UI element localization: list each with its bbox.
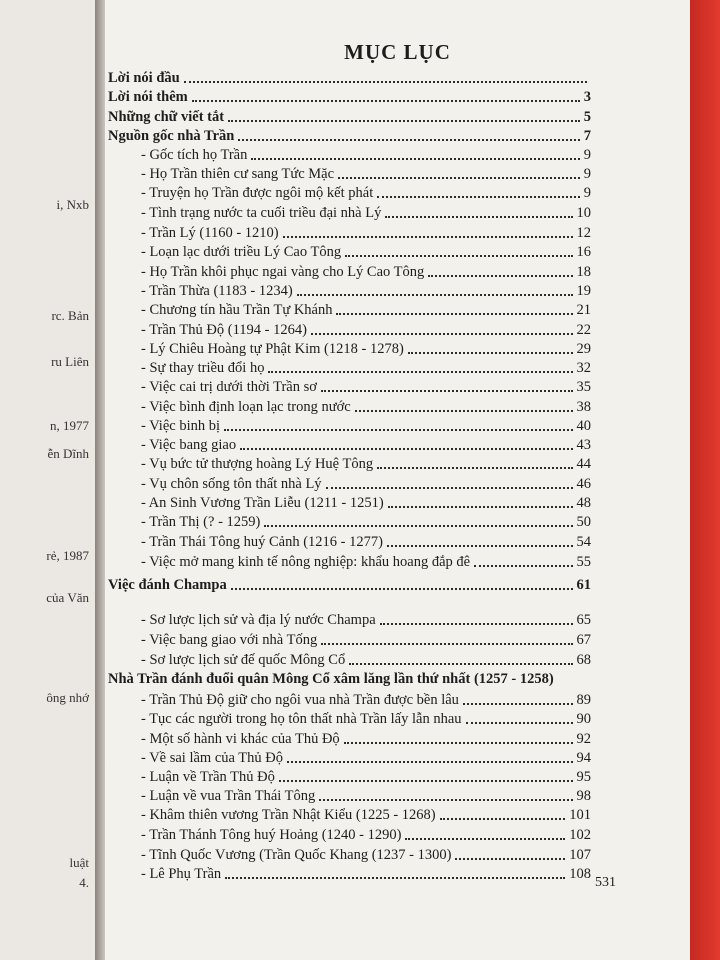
- dot-leader: [344, 742, 573, 744]
- dot-leader: [283, 236, 573, 238]
- toc-entry[interactable]: [141, 377, 591, 396]
- toc-entry-label: - Việc bang giao: [141, 437, 237, 453]
- toc-entry[interactable]: [141, 864, 591, 883]
- toc-entry[interactable]: [141, 183, 591, 202]
- toc-entry-label: - Họ Trần thiên cư sang Tức Mặc: [141, 166, 335, 182]
- toc-entry-label: - Việc cai trị dưới thời Trần sơ: [141, 379, 317, 395]
- dot-leader: [192, 100, 580, 102]
- toc-entry-label: Việc đánh Champa: [108, 577, 227, 593]
- toc-entry-label: - Trần Thủ Độ (1194 - 1264): [141, 322, 307, 338]
- toc-entry-label: - Truyện họ Trần được ngôi mộ kết phát: [141, 185, 374, 201]
- toc-entry-label: Nhà Trần đánh đuổi quân Mông Cổ xâm lăng lần thứ nhất (1257 - 1258): [108, 671, 554, 687]
- toc-entry-page: 98: [576, 788, 591, 804]
- toc-entry-label: - Việc bình định loạn lạc trong nước: [141, 399, 351, 415]
- toc-entry-label: Nguồn gốc nhà Trần: [108, 128, 235, 144]
- toc-entry-label: - Sơ lược lịch sử và địa lý nước Champa: [141, 612, 376, 628]
- toc-entry-page: 65: [576, 612, 591, 628]
- toc-entry[interactable]: [141, 145, 591, 164]
- toc-entry-label: - Trần Thủ Độ giữ cho ngôi vua nhà Trần được bền lâu: [141, 692, 459, 708]
- toc-entry-page: 43: [576, 437, 591, 453]
- toc-entry-label: Lời nói đầu: [108, 70, 180, 86]
- toc-entry-page: 9: [583, 147, 591, 163]
- left-page-fragment: của Văn: [46, 590, 89, 605]
- dot-leader: [238, 139, 579, 141]
- left-page-fragment: rc. Bản: [51, 308, 89, 323]
- dot-leader: [377, 196, 580, 198]
- toc-entry-page: 101: [569, 807, 591, 823]
- toc-entry-label: - An Sinh Vương Trần Liễu (1211 - 1251): [141, 495, 384, 511]
- toc-entry-label: - Trần Thừa (1183 - 1234): [141, 283, 293, 299]
- dot-leader: [440, 818, 566, 820]
- toc-entry[interactable]: [141, 610, 591, 629]
- dot-leader: [377, 467, 572, 469]
- toc-entry-label: - Trần Thị (? - 1259): [141, 514, 261, 530]
- toc-entry-page: 32: [576, 360, 591, 376]
- toc-entry-page: 54: [576, 534, 591, 550]
- toc-entry-label: - Trần Thái Tông huý Cảnh (1216 - 1277): [141, 534, 383, 550]
- toc-entry[interactable]: [108, 87, 591, 106]
- toc-entry-page: 22: [576, 322, 591, 338]
- dot-leader: [279, 780, 573, 782]
- toc-entry-page: 29: [576, 341, 591, 357]
- dot-leader: [385, 216, 572, 218]
- dot-leader: [326, 487, 573, 489]
- toc-entry-label: - Tĩnh Quốc Vương (Trần Quốc Khang (1237 - 1300): [141, 847, 452, 863]
- toc-entry-page: 3: [583, 89, 591, 105]
- left-page-fragment: rẻ, 1987: [46, 548, 89, 563]
- toc-entry-label: - Trần Thánh Tông huý Hoảng (1240 - 1290): [141, 827, 402, 843]
- toc-entry-page: 38: [576, 399, 591, 415]
- toc-entry[interactable]: [141, 281, 591, 300]
- left-page-fragment: luật: [69, 855, 89, 870]
- toc-entry[interactable]: [108, 575, 591, 594]
- toc-entry-page: 92: [576, 731, 591, 747]
- toc-entry-page: 44: [576, 456, 591, 472]
- toc-entry[interactable]: [108, 126, 591, 145]
- toc-entry[interactable]: [108, 669, 591, 688]
- toc-entry[interactable]: [141, 164, 591, 183]
- toc-entry[interactable]: [141, 748, 591, 767]
- toc-entry[interactable]: [141, 729, 591, 748]
- toc-entry[interactable]: [141, 203, 591, 222]
- dot-leader: [321, 643, 572, 645]
- toc-entry[interactable]: [141, 552, 591, 571]
- dot-leader: [408, 352, 573, 354]
- toc-entry[interactable]: [141, 358, 591, 377]
- page-number: 531: [595, 875, 616, 890]
- toc-entry-label: Những chữ viết tắt: [108, 109, 225, 125]
- toc-entry[interactable]: [141, 320, 591, 339]
- dot-leader: [336, 313, 572, 315]
- dot-leader: [297, 294, 573, 296]
- toc-entry-label: - Chương tín hầu Trần Tự Khánh: [141, 302, 333, 318]
- toc-entry-label: - Sơ lược lịch sử đế quốc Mông Cổ: [141, 652, 346, 668]
- toc-entry-page: 12: [576, 225, 591, 241]
- toc-entry-page: 35: [576, 379, 591, 395]
- toc-entry[interactable]: [141, 397, 591, 416]
- dot-leader: [231, 588, 573, 590]
- toc-entry[interactable]: [141, 493, 591, 512]
- left-page-fragment: i, Nxb: [56, 197, 89, 212]
- toc-entry-page: 50: [576, 514, 591, 530]
- dot-leader: [428, 275, 572, 277]
- toc-entry-page: 5: [583, 109, 591, 125]
- dot-leader: [355, 410, 573, 412]
- left-page: [0, 0, 96, 960]
- dot-leader: [405, 838, 565, 840]
- toc-entry[interactable]: [141, 339, 591, 358]
- toc-entry[interactable]: [141, 825, 591, 844]
- toc-entry[interactable]: [108, 107, 591, 126]
- dot-leader: [251, 158, 579, 160]
- toc-entry-page: 9: [583, 166, 591, 182]
- toc-entry-label: - Về sai lầm của Thủ Độ: [141, 750, 284, 766]
- toc-entry[interactable]: [108, 68, 591, 87]
- toc-entry-page: 107: [569, 847, 591, 863]
- toc-entry-label: - Vụ bức tử thượng hoàng Lý Huệ Tông: [141, 456, 374, 472]
- toc-entry-page: 95: [576, 769, 591, 785]
- dot-leader: [228, 120, 580, 122]
- toc-entry[interactable]: [141, 709, 591, 728]
- toc-entry[interactable]: [141, 512, 591, 531]
- toc-entry[interactable]: [141, 242, 591, 261]
- toc-entry-label: - Luận về vua Trần Thái Tông: [141, 788, 316, 804]
- left-page-fragment: ru Liên: [51, 354, 89, 369]
- toc-entry[interactable]: [141, 650, 591, 669]
- dot-leader: [466, 722, 573, 724]
- left-page-fragment: n, 1977: [50, 418, 89, 433]
- dot-leader: [184, 81, 587, 83]
- toc-entry[interactable]: [141, 262, 591, 281]
- toc-entry-label: - Lê Phụ Trần: [141, 866, 222, 882]
- toc-entry-page: 48: [576, 495, 591, 511]
- dot-leader: [474, 565, 572, 567]
- dot-leader: [268, 371, 572, 373]
- left-page-fragment: ễn Dĩnh: [47, 446, 89, 461]
- toc-entry-label: - Khâm thiên vương Trần Nhật Kiểu (1225 - 1268): [141, 807, 436, 823]
- dot-leader: [338, 177, 580, 179]
- toc-entry-label: - Việc mở mang kinh tế nông nghiệp: khẩu hoang đắp đê: [141, 554, 471, 570]
- toc-title: MỤC LỤC: [344, 40, 451, 64]
- toc-entry-page: 40: [576, 418, 591, 434]
- dot-leader: [321, 390, 573, 392]
- toc-entry-page: 18: [576, 264, 591, 280]
- toc-entry-page: 21: [576, 302, 591, 318]
- toc-entry[interactable]: [141, 416, 591, 435]
- toc-entry-page: 10: [576, 205, 591, 221]
- toc-entry-label: - Tình trạng nước ta cuối triều đại nhà Lý: [141, 205, 382, 221]
- toc-entry-label: - Vụ chôn sống tôn thất nhà Lý: [141, 476, 322, 492]
- toc-entry[interactable]: [141, 630, 591, 649]
- toc-entry[interactable]: [141, 786, 591, 805]
- toc-entry[interactable]: [141, 435, 591, 454]
- toc-entry-label: - Việc bang giao với nhà Tống: [141, 632, 318, 648]
- dot-leader: [224, 429, 573, 431]
- dot-leader: [319, 799, 572, 801]
- toc-entry-label: Lời nói thêm: [108, 89, 188, 105]
- dot-leader: [345, 255, 572, 257]
- left-page-fragment: 4.: [79, 875, 89, 890]
- toc-entry-label: - Trần Lý (1160 - 1210): [141, 225, 279, 241]
- toc-entry-page: 16: [576, 244, 591, 260]
- toc-entry-label: - Luận về Trần Thủ Độ: [141, 769, 275, 785]
- toc-entry-page: 108: [569, 866, 591, 882]
- dot-leader: [349, 663, 572, 665]
- toc-entry-label: - Tục các người trong họ tôn thất nhà Trần lấy lẫn nhau: [141, 711, 462, 727]
- toc-entry-label: - Một số hành vi khác của Thủ Độ: [141, 731, 340, 747]
- toc-entry[interactable]: [141, 805, 591, 824]
- toc-entry-label: - Sự thay triều đổi họ: [141, 360, 265, 376]
- toc-entry[interactable]: [141, 532, 591, 551]
- toc-entry-page: 89: [576, 692, 591, 708]
- red-cover-edge: [686, 0, 720, 960]
- toc-entry-page: 90: [576, 711, 591, 727]
- toc-entry[interactable]: [141, 845, 591, 864]
- toc-entry[interactable]: [141, 223, 591, 242]
- toc-entry[interactable]: [141, 767, 591, 786]
- toc-entry-label: - Loạn lạc dưới triều Lý Cao Tông: [141, 244, 342, 260]
- toc-entry-page: 68: [576, 652, 591, 668]
- toc-page: [105, 0, 690, 960]
- toc-entry[interactable]: [141, 474, 591, 493]
- toc-entry-label: - Lý Chiêu Hoàng tự Phật Kim (1218 - 1278): [141, 341, 404, 357]
- left-page-fragment: ông nhớ: [46, 690, 89, 705]
- dot-leader: [463, 703, 573, 705]
- toc-entry[interactable]: [141, 690, 591, 709]
- toc-entry-page: 55: [576, 554, 591, 570]
- toc-entry[interactable]: [141, 300, 591, 319]
- toc-entry-label: - Gốc tích họ Trần: [141, 147, 248, 163]
- toc-entry-page: 7: [583, 128, 591, 144]
- toc-entry-page: 9: [583, 185, 591, 201]
- toc-entry-page: 46: [576, 476, 591, 492]
- dot-leader: [240, 448, 572, 450]
- dot-leader: [388, 506, 573, 508]
- toc-entry-page: 67: [576, 632, 591, 648]
- toc-entry-label: - Việc binh bị: [141, 418, 220, 434]
- dot-leader: [264, 525, 572, 527]
- toc-entry-label: - Họ Trần khôi phục ngai vàng cho Lý Cao Tông: [141, 264, 425, 280]
- dot-leader: [380, 623, 573, 625]
- toc-entry-page: 94: [576, 750, 591, 766]
- dot-leader: [455, 858, 565, 860]
- dot-leader: [311, 333, 573, 335]
- toc-entry-page: 102: [569, 827, 591, 843]
- toc-entry-page: 19: [576, 283, 591, 299]
- dot-leader: [225, 877, 565, 879]
- dot-leader: [387, 545, 573, 547]
- toc-entry[interactable]: [141, 454, 591, 473]
- toc-entry-page: 61: [576, 577, 591, 593]
- dot-leader: [287, 761, 572, 763]
